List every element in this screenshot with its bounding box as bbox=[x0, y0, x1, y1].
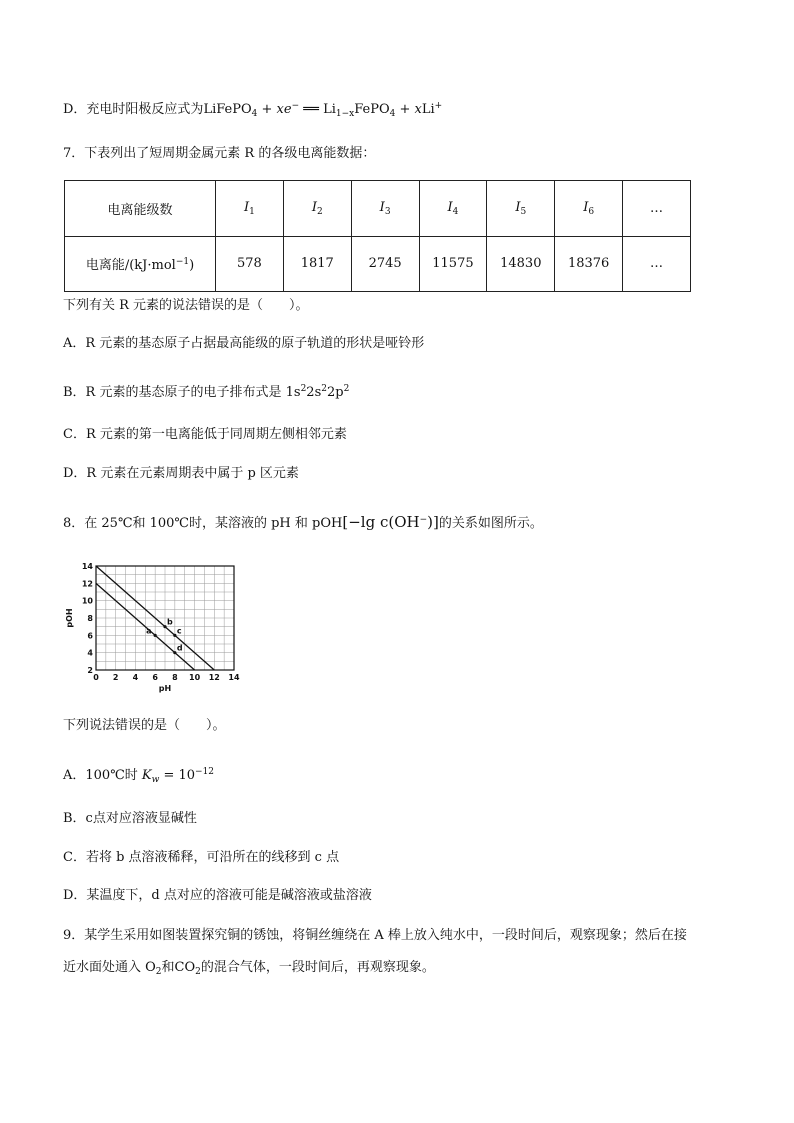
energy-unit-close: ) bbox=[189, 258, 195, 274]
y-tick-label: 12 bbox=[81, 579, 93, 589]
level-symbol: I bbox=[311, 199, 317, 215]
y-tick-label: 2 bbox=[87, 666, 93, 675]
formula-part: LiFePO bbox=[203, 102, 252, 117]
formula-sub: 1−x bbox=[335, 109, 355, 119]
kw-exp: −12 bbox=[195, 767, 215, 777]
q8-stem-text: 8．在 25℃和 100℃时，某溶液的 pH 和 pOH bbox=[63, 516, 343, 531]
orbital: 1s bbox=[285, 385, 301, 400]
energy-unit-exp: −1 bbox=[175, 257, 190, 268]
table-value-cell: 18376 bbox=[555, 236, 623, 292]
q7-option-a: A．R 元素的基态原子占据最高能级的原子轨道的形状是哑铃形 bbox=[63, 336, 425, 351]
table-level-cell bbox=[216, 181, 284, 237]
table-value-cell: 578 bbox=[216, 236, 284, 292]
level-sub: 2 bbox=[316, 206, 323, 217]
y-tick-label: 14 bbox=[81, 562, 93, 571]
formula-sup: + bbox=[434, 101, 443, 111]
x-tick-label: 8 bbox=[172, 673, 178, 682]
y-tick-label: 4 bbox=[87, 648, 93, 658]
level-symbol: I bbox=[583, 199, 589, 215]
q8-ask: 下列说法错误的是（ ）。 bbox=[63, 718, 226, 733]
orbital-exp: 2 bbox=[343, 384, 350, 394]
table-value-cell: 14830 bbox=[487, 236, 555, 292]
y-tick-label: 10 bbox=[81, 596, 93, 606]
level-symbol: I bbox=[515, 199, 521, 215]
x-axis-label: pH bbox=[158, 684, 172, 693]
table-ellipsis: … bbox=[623, 236, 691, 292]
y-tick-label: 6 bbox=[87, 631, 93, 641]
energy-label: 电离能/ bbox=[85, 258, 130, 274]
q7-stem: 7．下表列出了短周期金属元素 R 的各级电离能数据： bbox=[63, 146, 376, 161]
formula-x: x bbox=[414, 102, 422, 117]
energy-unit: (kJ·mol bbox=[129, 258, 176, 274]
point-label-b: b bbox=[167, 617, 173, 627]
kw-eq: = 10 bbox=[159, 768, 196, 783]
formula-x: x bbox=[276, 102, 284, 117]
level-sub: 1 bbox=[249, 206, 255, 217]
q9-sub: 2 bbox=[155, 967, 162, 977]
x-tick-label: 2 bbox=[112, 673, 119, 682]
q8-option-b: B．c点对应溶液显碱性 bbox=[63, 811, 197, 826]
formula-sub: 4 bbox=[251, 109, 258, 119]
x-tick-label: 14 bbox=[228, 673, 240, 682]
table-value-cell: 1817 bbox=[283, 236, 351, 292]
level-sub: 4 bbox=[452, 206, 459, 217]
table-value-cell: 11575 bbox=[419, 236, 487, 292]
q9-text: 和CO bbox=[161, 960, 196, 975]
table-level-cell bbox=[351, 181, 419, 237]
q9-text: 近水面处通入 O bbox=[63, 960, 156, 975]
formula-part: Li bbox=[421, 102, 435, 117]
formula-sub: 4 bbox=[389, 109, 396, 119]
q8-stem-sup: − bbox=[419, 515, 428, 525]
q8-option-a bbox=[63, 762, 214, 790]
table-ellipsis: … bbox=[623, 181, 691, 237]
q7-option-c: C．R 元素的第一电离能低于同周期左侧相邻元素 bbox=[63, 427, 347, 442]
q8-option-a-text: A．100℃时 bbox=[63, 768, 142, 783]
formula-plus: + bbox=[395, 102, 415, 117]
table-level-cell bbox=[419, 181, 487, 237]
table-header-energy bbox=[65, 236, 216, 292]
orbital-exp: 2 bbox=[321, 384, 327, 394]
level-sub: 6 bbox=[588, 206, 595, 217]
x-tick-label: 4 bbox=[132, 673, 139, 682]
point-label-c: c bbox=[176, 626, 182, 636]
q7-option-b-text: B．R 元素的基态原子的电子排布式是 bbox=[63, 385, 286, 400]
q8-stem bbox=[63, 510, 543, 534]
kw-sub: w bbox=[151, 775, 160, 785]
kw-symbol: K bbox=[141, 768, 152, 783]
formula-part: Li bbox=[323, 102, 336, 117]
level-symbol: I bbox=[447, 199, 453, 215]
q9-text: 的混合气体，一段时间后，再观察现象。 bbox=[200, 960, 435, 975]
q6-option-d bbox=[63, 96, 442, 124]
x-tick-label: 10 bbox=[189, 673, 201, 682]
x-tick-label: 12 bbox=[208, 673, 220, 682]
table-header-level: 电离能级数 bbox=[65, 181, 216, 237]
point-a bbox=[154, 634, 157, 637]
level-symbol: I bbox=[243, 199, 250, 215]
q8-option-c: C．若将 b 点溶液稀释，可沿所在的线移到 c 点 bbox=[63, 850, 340, 865]
formula-part: FePO bbox=[354, 102, 390, 117]
ionization-energy-table bbox=[64, 180, 691, 292]
formula-plus: + bbox=[257, 102, 277, 117]
table-row bbox=[65, 181, 691, 237]
table-level-cell bbox=[487, 181, 555, 237]
q8-stem-formula: [−lg c(OH bbox=[342, 513, 420, 531]
level-symbol: I bbox=[379, 199, 385, 215]
orbital-exp: 2 bbox=[300, 384, 307, 394]
q8-stem-tail: 的关系如图所示。 bbox=[438, 516, 543, 531]
formula-equals: ══ bbox=[299, 102, 324, 117]
orbital: 2s bbox=[306, 385, 322, 400]
formula-sup: − bbox=[291, 101, 300, 111]
table-value-cell: 2745 bbox=[351, 236, 419, 292]
q9-line2 bbox=[63, 958, 435, 982]
q9-line1: 9．某学生采用如图装置探究铜的锈蚀，将铜丝缠绕在 A 棒上放入纯水中，一段时间后，观察现象；然后在接 bbox=[63, 928, 687, 943]
point-label-a: a bbox=[146, 626, 152, 636]
q8-stem-formula-close: )] bbox=[427, 513, 439, 531]
point-label-d: d bbox=[176, 643, 183, 653]
y-tick-label: 8 bbox=[87, 614, 93, 623]
ph-poh-chart bbox=[62, 556, 242, 696]
level-sub: 5 bbox=[520, 206, 527, 217]
y-axis-label: pOH bbox=[65, 608, 74, 628]
q7-ask: 下列有关 R 元素的说法错误的是（ ）。 bbox=[63, 298, 309, 313]
orbital: 2p bbox=[326, 385, 344, 400]
x-tick-label: 6 bbox=[152, 673, 158, 682]
x-tick-label: 0 bbox=[93, 673, 99, 682]
table-level-cell bbox=[555, 181, 623, 237]
level-sub: 3 bbox=[384, 206, 391, 217]
table-level-cell bbox=[283, 181, 351, 237]
formula-e: e bbox=[283, 102, 292, 117]
q9-sub: 2 bbox=[195, 967, 201, 977]
q8-option-d: D．某温度下，d 点对应的溶液可能是碱溶液或盐溶液 bbox=[63, 888, 372, 903]
table-row bbox=[65, 236, 691, 292]
q6-option-d-text: D．充电时阳极反应式为 bbox=[63, 102, 204, 117]
q7-option-b bbox=[63, 379, 349, 403]
q7-option-d: D．R 元素在元素周期表中属于 p 区元素 bbox=[63, 466, 299, 481]
